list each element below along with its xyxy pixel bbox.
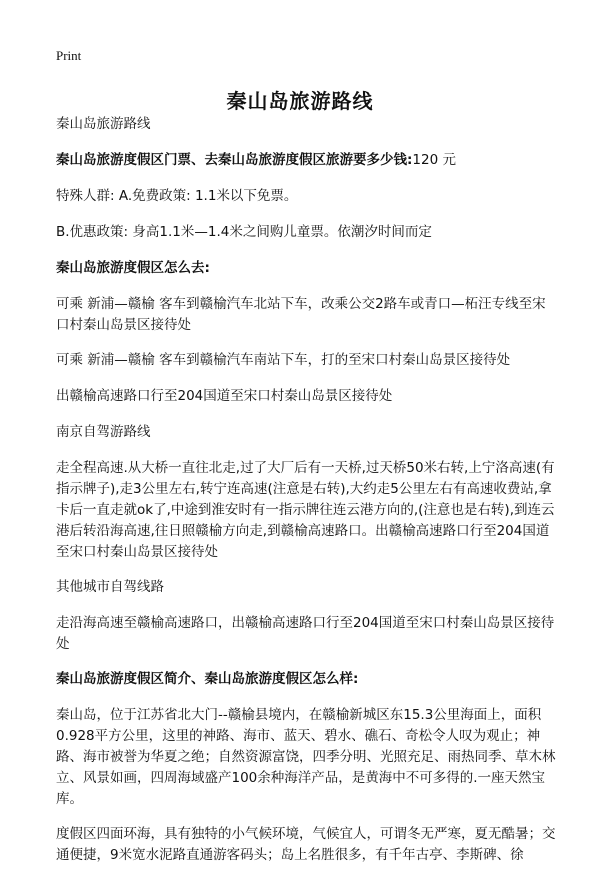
special-groups-text: 特殊人群: A.免费政策: 1.1米以下免票。 xyxy=(56,188,298,204)
route-3-text: 出赣榆高速路口行至204国道至宋口村秦山岛景区接待处 xyxy=(56,388,393,404)
print-link[interactable]: Print xyxy=(56,48,82,63)
route-1-text: 可乘 新浦—赣榆 客车到赣榆汽车北站下车，改乘公交2路车或青口—柘汪专线至宋口村秦山岛景区接待处 xyxy=(56,296,546,333)
nanjing-route-text: 走全程高速.从大桥一直往北走,过了大厂后有一天桥,过天桥50米右转,上宁洛高速(有指示牌子),走3公里左右,转宁连高速(注意是右转),大约走5公里左右有高速收费站,拿卡后一直走就ok了,中途到淮安时有一指示牌往连云港方向的,(注意也是右转),到连云港后转沿海高速,往日照赣榆方向走,到赣榆高速路口。出赣榆高速路口行至204国道至宋口村秦山岛景区接待处 xyxy=(56,460,555,560)
subtitle: 秦山岛旅游路线 xyxy=(56,116,151,132)
intro-paragraph-2: 度假区四面环海，具有独特的小气候环境，气候宜人，可谓冬无严寒，夏无酷暑；交通便捷，9米宽水泥路直通游客码头；岛上名胜很多，有千年古亭、李斯碑、徐 xyxy=(56,826,556,863)
discount-text: B.优惠政策: 身高1.1米—1.4米之间购儿童票。依潮汐时间而定 xyxy=(56,224,432,240)
page-title: 秦山岛旅游路线 xyxy=(226,89,374,113)
other-cities-route-text: 走沿海高速至赣榆高速路口，出赣榆高速路口行至204国道至宋口村秦山岛景区接待处 xyxy=(56,615,555,652)
other-cities-heading: 其他城市自驾线路 xyxy=(56,579,164,595)
ticket-paragraph xyxy=(56,150,556,171)
route-2-text: 可乘 新浦—赣榆 客车到赣榆汽车南站下车，打的至宋口村秦山岛景区接待处 xyxy=(56,352,511,368)
intro-paragraph-1: 秦山岛，位于江苏省北大门--赣榆县境内，在赣榆新城区东15.3公里海面上，面积0.928平方公里，这里的神路、海市、蓝天、碧水、礁石、奇松令人叹为观止；神路、海市被誉为华夏之绝；自然资源富饶，四季分明、光照充足、雨热同季、草木林立、风景如画，四周海域盛产100余种海洋产品，是黄海中不可多得的.一座天然宝库。 xyxy=(56,707,556,807)
article-body xyxy=(56,114,556,880)
ticket-price: 120 元 xyxy=(412,152,456,168)
ticket-heading: 秦山岛旅游度假区门票、去秦山岛旅游度假区旅游要多少钱: xyxy=(56,152,413,168)
intro-heading: 秦山岛旅游度假区简介、秦山岛旅游度假区怎么样: xyxy=(56,671,359,687)
howto-heading: 秦山岛旅游度假区怎么去: xyxy=(56,260,210,276)
nanjing-heading: 南京自驾游路线 xyxy=(56,424,151,440)
